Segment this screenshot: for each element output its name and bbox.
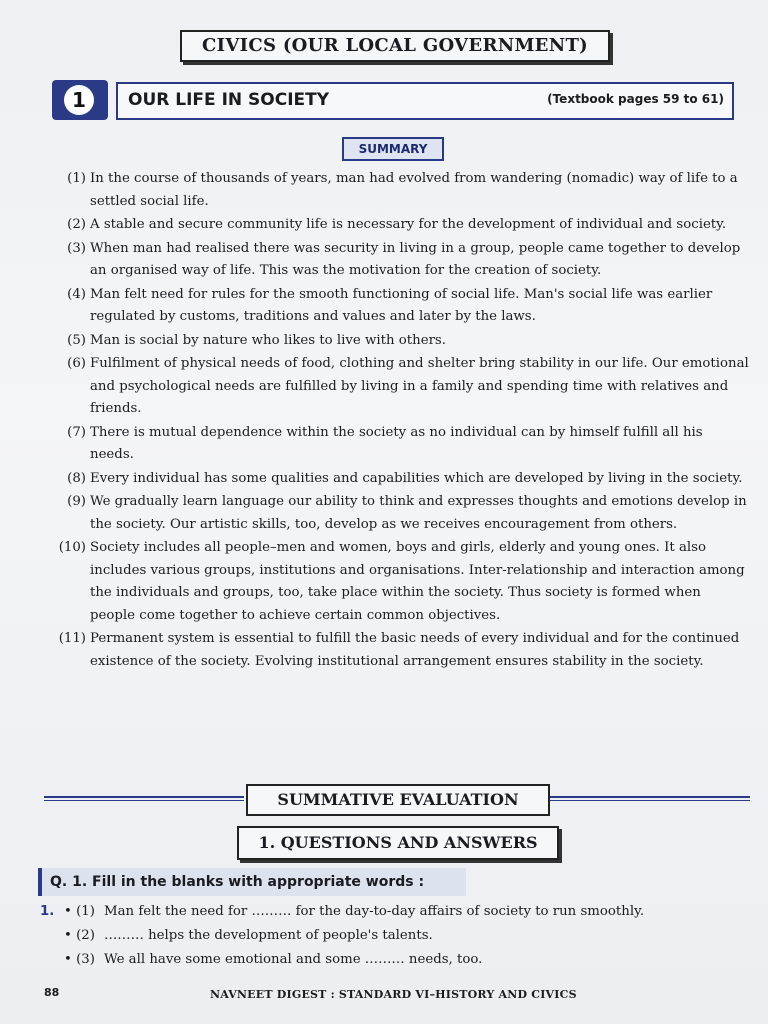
item-number: (8) bbox=[67, 470, 86, 486]
answer-item bbox=[40, 900, 750, 924]
sub-number: • (3) bbox=[64, 952, 95, 967]
answer-text: We all have some emotional and some ……… needs, too. bbox=[104, 952, 483, 967]
questions-answers-heading: 1. QUESTIONS AND ANSWERS bbox=[237, 826, 559, 860]
answer-text: ……… helps the development of people's talents. bbox=[104, 928, 433, 943]
divider-line-left bbox=[44, 796, 244, 801]
summary-item bbox=[46, 422, 750, 467]
item-number: (1) bbox=[67, 171, 86, 186]
chapter-title: OUR LIFE IN SOCIETY bbox=[128, 90, 330, 110]
item-text: Society includes all people–men and women, boys and girls, elderly and young ones. It also includes various groups, institutions and organisations. Inter-relationship and interaction among the individuals and groups, too, take place within the society. Thus society is formed when people come together to achieve certain common objectives. bbox=[90, 540, 745, 623]
answer-list bbox=[40, 900, 750, 972]
chapter-number-badge bbox=[52, 80, 108, 120]
item-text: In the course of thousands of years, man had evolved from wandering (nomadic) way of life to a settled social life. bbox=[90, 171, 738, 209]
item-number: (2) bbox=[67, 217, 86, 232]
question-heading: Q. 1. Fill in the blanks with appropriate words : bbox=[38, 868, 466, 896]
summary-list bbox=[46, 168, 750, 674]
summary-item bbox=[46, 468, 750, 491]
sub-number: • (1) bbox=[64, 904, 95, 919]
summary-item bbox=[46, 214, 750, 237]
chapter-title-box bbox=[116, 82, 734, 120]
item-number: (9) bbox=[67, 494, 86, 509]
summary-item bbox=[46, 353, 750, 421]
chapter-number: 1 bbox=[64, 85, 94, 115]
item-text: Man is social by nature who likes to live with others. bbox=[90, 332, 446, 348]
item-number: (11) bbox=[58, 631, 86, 646]
item-number: (3) bbox=[67, 240, 86, 256]
item-number: (4) bbox=[67, 286, 86, 302]
divider-line-right bbox=[550, 796, 750, 801]
item-text: There is mutual dependence within the society as no individual can by himself fulfill all his needs. bbox=[90, 424, 703, 462]
item-text: Every individual has some qualities and capabilities which are developed by living in the society. bbox=[90, 470, 743, 486]
summary-label: SUMMARY bbox=[342, 137, 444, 161]
summary-item bbox=[46, 491, 750, 536]
page-number: 88 bbox=[44, 986, 60, 999]
item-text: When man had realised there was security in living in a group, people came together to develop an organised way of life. This was the motivation for the creation of society. bbox=[90, 240, 741, 278]
item-text: Man felt need for rules for the smooth functioning of social life. Man's social life was earlier regulated by customs, traditions and values and later by the laws. bbox=[90, 286, 713, 324]
answer-item bbox=[40, 924, 750, 948]
item-text: Fulfilment of physical needs of food, clothing and shelter bring stability in our life. Our emotional and psychological needs are fulfilled by living in a family and spending time with relatives and friends. bbox=[90, 356, 749, 416]
sub-number: • (2) bbox=[64, 928, 95, 943]
summary-item bbox=[46, 330, 750, 353]
item-text: We gradually learn language our ability to think and expresses thoughts and emotions develop in the society. Our artistic skills, too, develop as we receives encouragement from others. bbox=[90, 494, 747, 532]
summative-evaluation-divider bbox=[44, 784, 750, 814]
item-text: A stable and secure community life is necessary for the development of individual and society. bbox=[90, 217, 727, 232]
summary-item bbox=[46, 284, 750, 329]
page-footer bbox=[0, 986, 768, 1006]
item-text: Permanent system is essential to fulfill the basic needs of every individual and for the continued existence of the society. Evolving institutional arrangement ensures stability in the society. bbox=[90, 631, 740, 669]
chapter-pages: (Textbook pages 59 to 61) bbox=[547, 92, 724, 106]
answer-text: Man felt the need for ……… for the day-to-day affairs of society to run smoothly. bbox=[104, 904, 645, 919]
item-number: (6) bbox=[67, 356, 86, 371]
item-number: (10) bbox=[58, 540, 86, 555]
summative-evaluation-heading: SUMMATIVE EVALUATION bbox=[246, 784, 550, 816]
item-number: (7) bbox=[67, 424, 86, 440]
summary-item bbox=[46, 628, 750, 673]
section-title: CIVICS (OUR LOCAL GOVERNMENT) bbox=[180, 30, 610, 62]
footer-text: NAVNEET DIGEST : STANDARD VI–HISTORY AND CIVICS bbox=[210, 988, 577, 1001]
chapter-header bbox=[52, 80, 736, 120]
item-number: (5) bbox=[67, 332, 86, 348]
answer-item bbox=[40, 948, 750, 972]
summary-item bbox=[46, 168, 750, 213]
summary-item bbox=[46, 537, 750, 627]
summary-item bbox=[46, 238, 750, 283]
answer-number: 1. bbox=[40, 904, 55, 919]
